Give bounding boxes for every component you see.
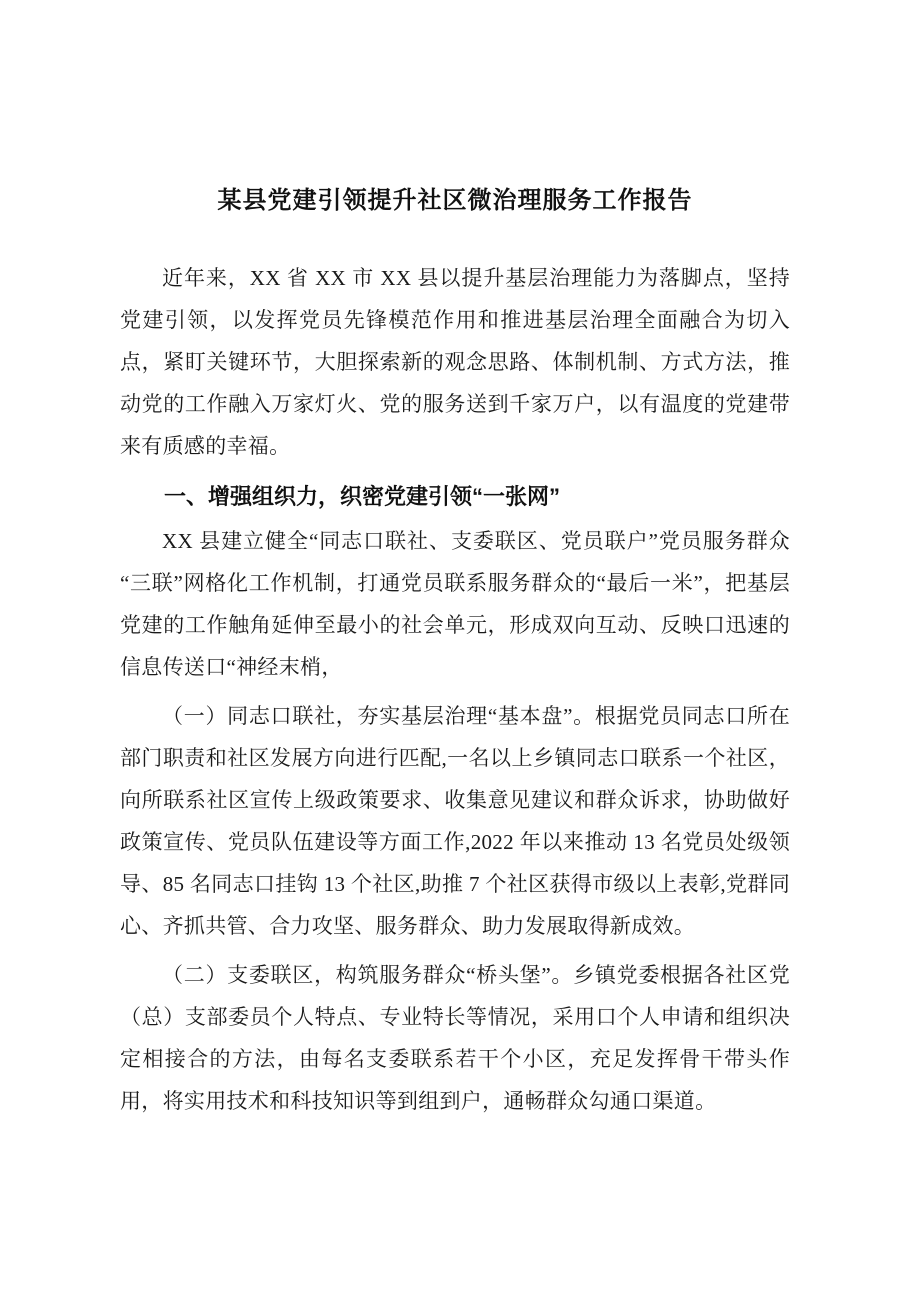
paragraph-subsection-2: （二）支委联区，构筑服务群众“桥头堡”。乡镇党委根据各社区党（总）支部委员个人特点、专业特长等情况，采用口个人申请和组织决定相接合的方法，由每名支委联系若干个小区，充足发挥骨干带头作用，将实用技术和科技知识等到组到户，通畅群众勾通口渠道。 xyxy=(120,963,790,1113)
paragraph-intro: 近年来，XX 省 XX 市 XX 县以提升基层治理能力为落脚点，坚持党建引领，以发挥党员先锋模范作用和推进基层治理全面融合为切入点，紧盯关键环节，大胆探索新的观念思路、体制机制、方式方法，推动党的工作融入万家灯火、党的服务送到千家万户，以有温度的党建带来有质感的幸福。 xyxy=(120,266,790,458)
section-heading-1: 一、增强组织力，织密党建引领“一张网” xyxy=(164,484,561,509)
document-title: 某县党建引领提升社区微治理服务工作报告 xyxy=(217,187,693,214)
paragraph-section1-overview: XX 县建立健全“同志口联社、支委联区、党员联户”党员服务群众“三联”网格化工作机制，打通党员联系服务群众的“最后一米”，把基层党建的工作触角延伸至最小的社会单元，形成双向互动、反映口迅速的信息传送口“神经末梢， xyxy=(120,529,790,679)
paragraph-subsection-1: （一）同志口联社，夯实基层治理“基本盘”。根据党员同志口所在部门职责和社区发展方向进行匹配,一名以上乡镇同志口联系一个社区，向所联系社区宣传上级政策要求、收集意见建议和群众诉求，协助做好政策宣传、党员队伍建设等方面工作,2022 年以来推动 13 名党员处级领导、85 名同志口挂钩 13 个社区,助推 7 个社区获得市级以上表彰,党群同心、齐抓共管、合力攻坚、服务群众、助力发展取得新成效。 xyxy=(120,704,790,938)
